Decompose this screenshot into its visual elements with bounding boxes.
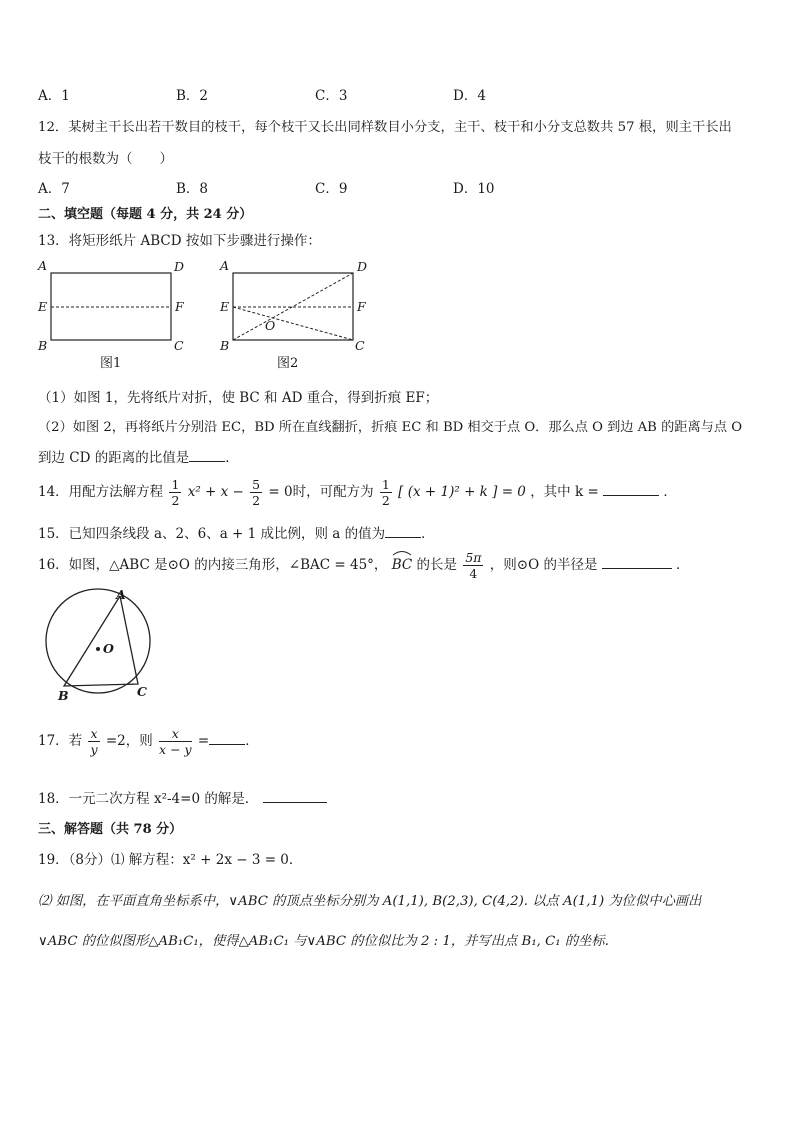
q16-prefix: 16．如图，△ABC 是⊙O 的内接三角形，∠BAC = 45°， [38,557,388,573]
q14-suffix: ，其中 k = [530,484,599,500]
q17-f2-num: x [159,726,192,742]
q14-frac-half-2-den: 2 [381,493,390,508]
q16-label-a: A [116,587,126,602]
q17-prefix: 17．若 [38,733,83,749]
fig1-label-d: D [174,259,185,274]
q11-option-b: B．2 [176,88,209,104]
q18-answer-blank[interactable] [263,788,327,803]
q12-line2: 枝干的根数为（ ） [38,151,173,167]
q13-step2-line1: （2）如图 2，再将纸片分别沿 EC，BD 所在直线翻折，折痕 EC 和 BD 相交于点 O．那么点 O 到边 AB 的距离与点 O [38,420,743,435]
q17-line [38,724,259,758]
q14-frac-52-num: 5 [252,477,261,492]
q16-label-o: O [103,641,114,656]
q12-line1: 12．某树主干长出若干数目的枝干，每个枝干又长出同样数目小分支，主干、枝干和小分支总数共 57 根，则主干长出 [38,120,732,135]
center-o-point [96,647,100,651]
q14-frac-52 [250,477,262,508]
q14-frac-half-2-num: 1 [381,477,390,492]
q17-f1-den: y [90,742,98,757]
q14-eq-end: = 0时，可配方为 [268,484,374,500]
q13-step2-line2-text: 到边 CD 的距离的比值是 [38,450,190,466]
q16-line [38,548,690,582]
fig2-label-a: A [220,258,230,273]
fig1-label-f: F [175,299,184,314]
fig2-label-e: E [220,299,230,314]
q12-option-d: D．10 [453,181,495,197]
q14-frac-52-den: 2 [252,493,261,508]
fig2-caption: 图2 [277,356,299,371]
q15-text: 15．已知四条线段 a、2、6、a + 1 成比例，则 a 的值为 [38,526,386,542]
q17-answer-blank[interactable] [209,730,245,745]
q19-part2-line1: ⑵ 如图，在平面直角坐标系中，∨ABC 的顶点坐标分别为 A(1,1), B(2,3), C(4,2). 以点 A(1,1) 为位似中心画出 [38,894,702,909]
q17-mid: =2，则 [105,733,153,749]
q12-option-a: A．7 [38,181,70,197]
fig2-label-c: C [355,338,365,353]
q17-tail: ． [245,733,259,749]
q14-prefix: 14．用配方法解方程 [38,484,164,500]
q16-suffix: ，则⊙O 的半径是 [489,557,598,573]
q16-frac-num: 5π [465,550,482,565]
q11-option-a: A．1 [38,88,70,104]
q14-bracket-expr: [ (x + 1)² + k ] = 0 [398,484,526,500]
q16-mid: 的长是 [416,557,458,573]
q14-eq-mid: x² + x − [187,484,244,500]
fig1-label-e: E [38,299,48,314]
section-3-title: 三、解答题（共 78 分） [38,822,183,837]
fig2-fold-ec [233,307,353,340]
fig2-label-d: D [357,259,368,274]
triangle-abc [64,596,138,686]
q19-part1: 19．（8分）⑴ 解方程：x² + 2x − 3 = 0． [38,852,303,868]
q15-answer-blank[interactable] [385,523,421,538]
fig1-caption: 图1 [100,356,122,371]
q17-f1-num: x [90,726,98,741]
q14-frac-half-num: 1 [171,477,180,492]
q14-frac-half-den: 2 [171,493,180,508]
q16-tail: ． [676,557,690,573]
q13-answer-blank[interactable] [189,447,225,462]
q14-frac-half [169,477,181,508]
q16-answer-blank[interactable] [602,554,672,569]
arc-symbol-icon [392,550,412,556]
q11-option-c: C．3 [315,88,348,104]
q16-label-c: C [137,684,147,699]
q14-frac-half-2 [380,477,392,508]
fig2-label-f: F [357,299,366,314]
q14-line [38,475,677,509]
section-2-title: 二、填空题（每题 4 分，共 24 分） [38,207,253,222]
q17-frac-2 [159,726,192,757]
q16-label-b: B [58,688,69,703]
fig2-label-b: B [220,338,230,353]
q14-tail: ． [663,484,677,500]
fig1-label-a: A [38,258,48,273]
q17-frac-1 [88,726,99,757]
q11-option-d: D．4 [453,88,486,104]
q18-text: 18．一元二次方程 x²-4=0 的解是． [38,791,259,807]
q16-frac-den: 4 [469,566,478,581]
fig1-label-b: B [38,338,48,353]
fig2-label-o: O [265,318,276,333]
q16-frac [463,550,483,581]
q12-option-b: B．8 [176,181,209,197]
q15-tail: ． [421,526,435,542]
q13-step1: （1）如图 1，先将纸片对折，使 BC 和 AD 重合，得到折痕 EF； [38,390,439,406]
q19-part2-line2: ∨ABC 的位似图形△AB₁C₁，使得△AB₁C₁ 与∨ABC 的位似比为 2 : 1，并写出点 B₁, C₁ 的坐标. [38,934,609,949]
q14-answer-blank[interactable] [603,481,659,496]
fig1-label-c: C [174,338,184,353]
q16-arc-bc [392,548,413,582]
q13-step2-line2 [38,446,239,466]
q13-end-period: ． [225,450,239,466]
q12-option-c: C．9 [315,181,348,197]
circle-o [46,589,150,693]
q13-intro: 13．将矩形纸片 ABCD 按如下步骤进行操作： [38,233,321,249]
q18-line [38,787,327,807]
q16-arc-label: BC [391,557,413,573]
q15-line [38,522,435,542]
q17-suffix: = [197,733,210,749]
q17-f2-den: x − y [159,742,192,757]
